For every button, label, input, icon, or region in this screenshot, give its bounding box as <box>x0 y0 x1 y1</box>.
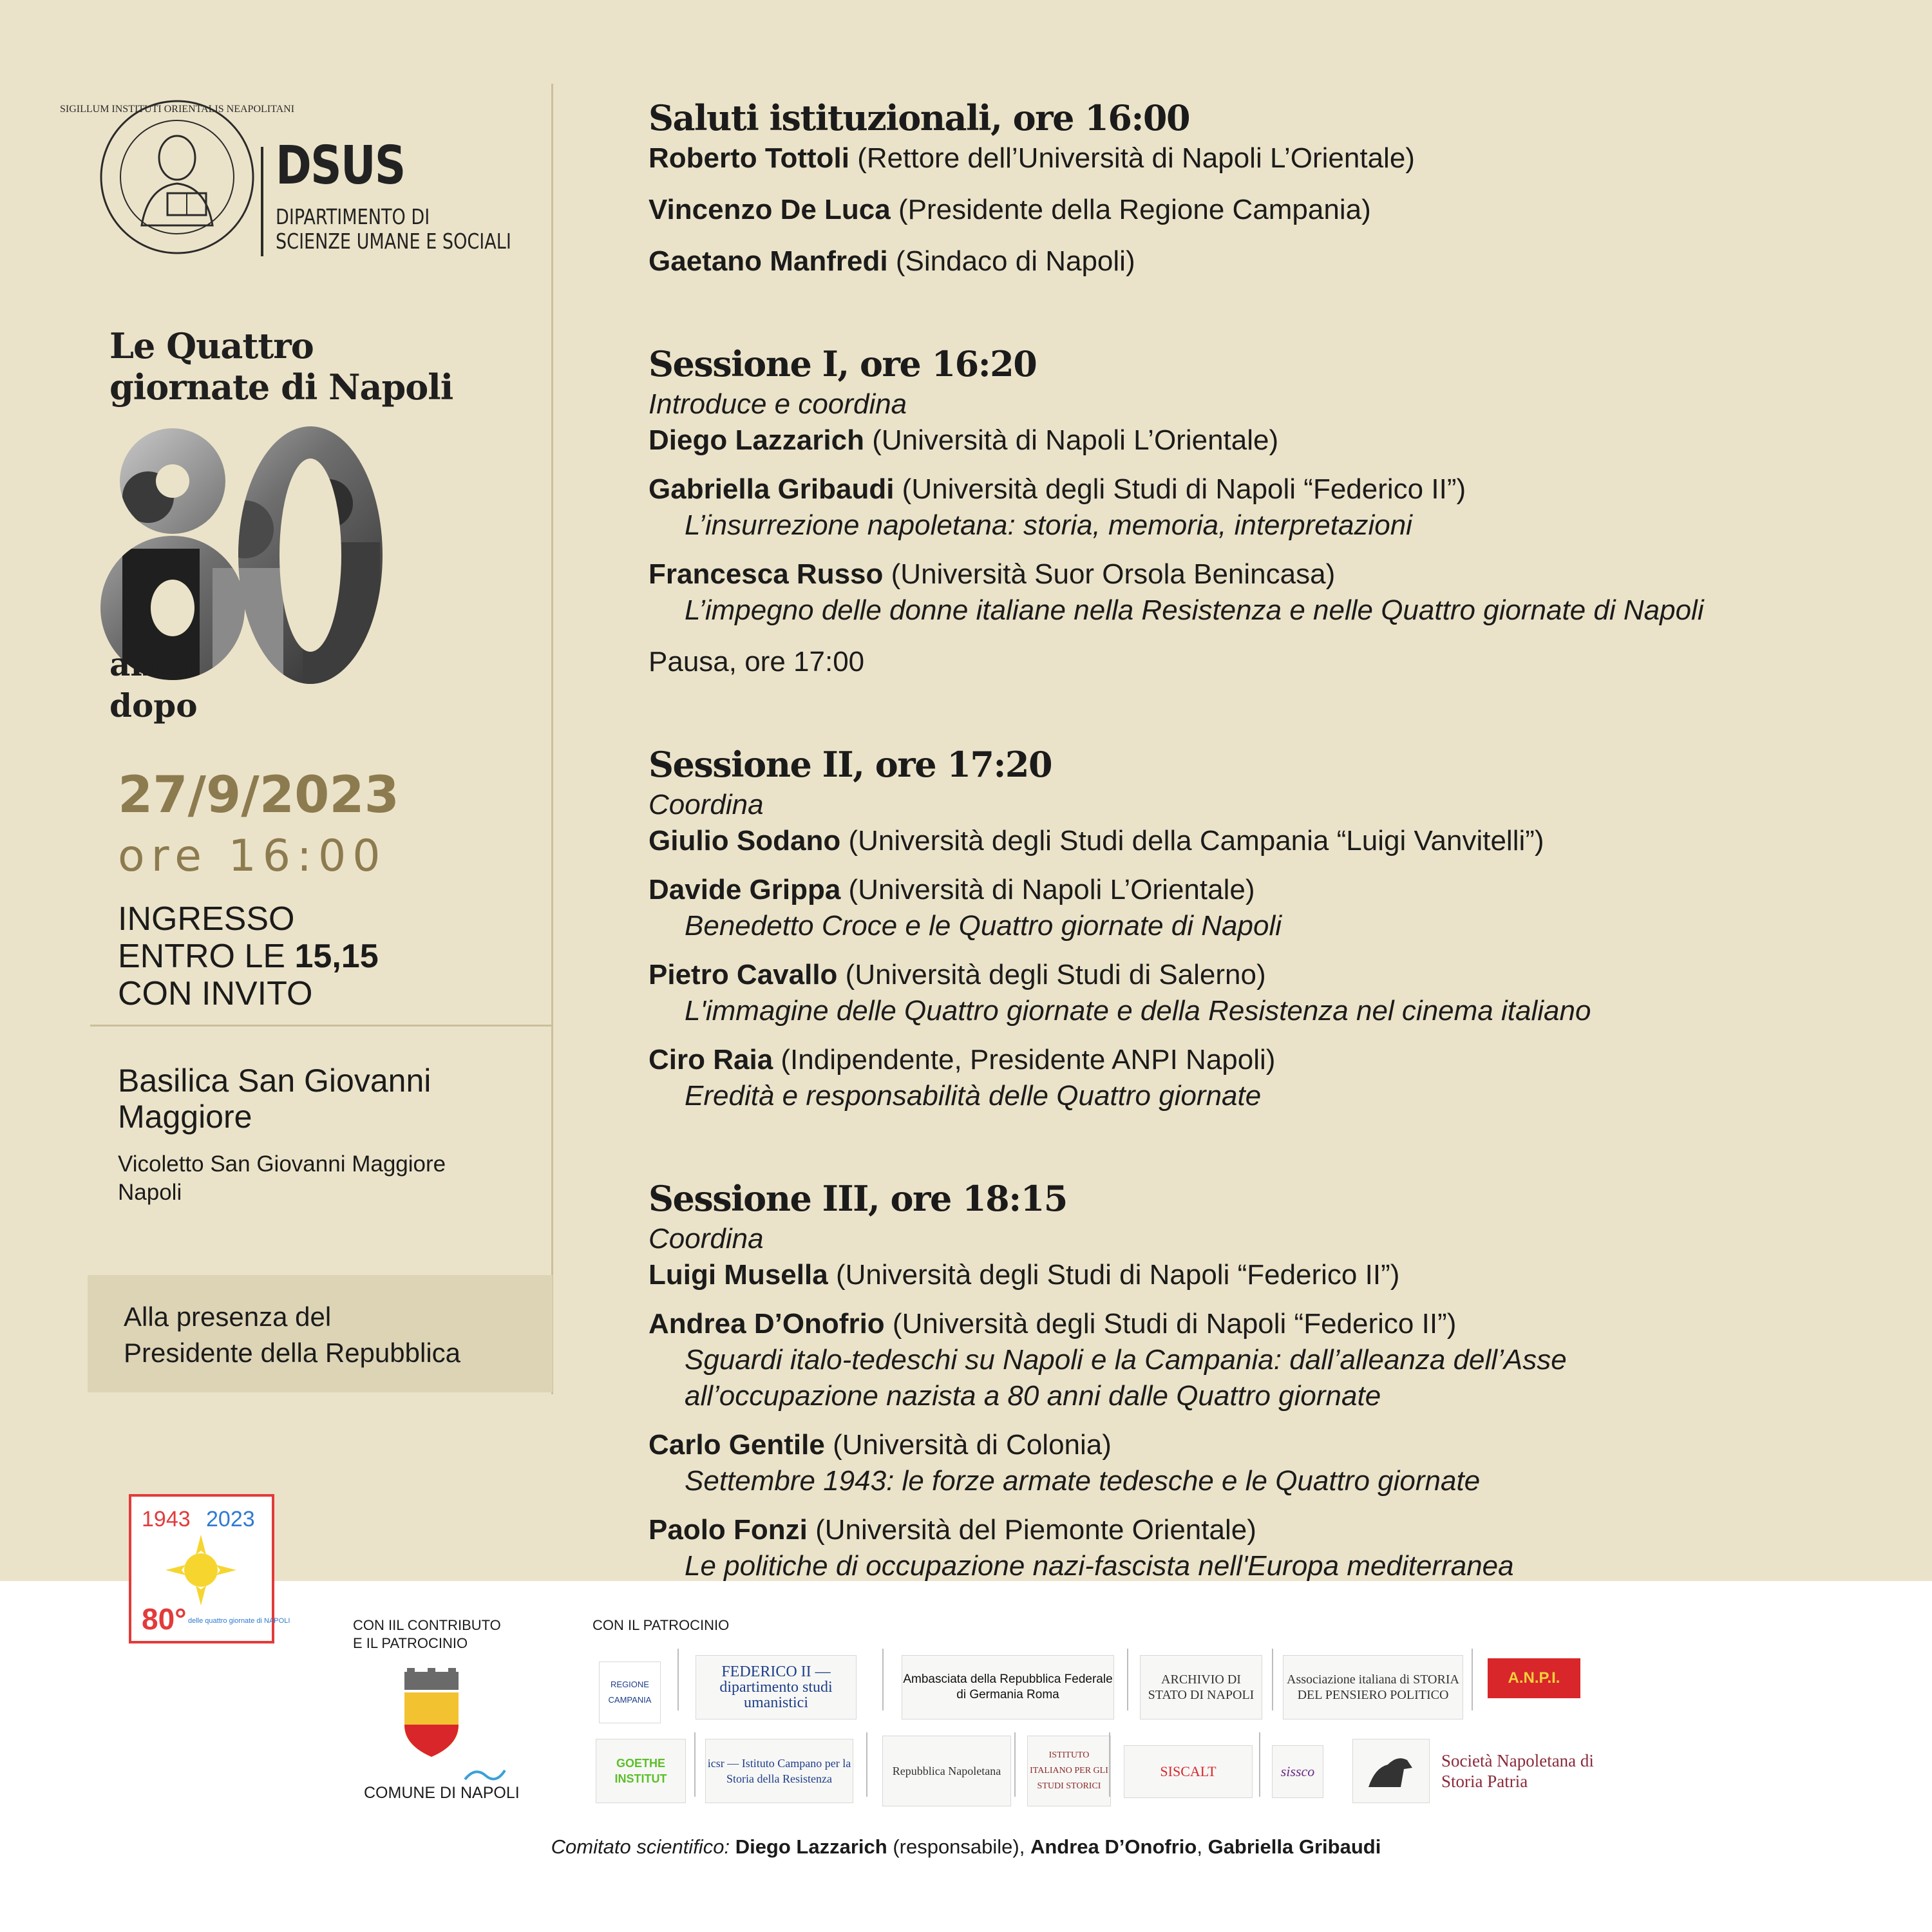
talk-title: L'immagine delle Quattro giornate e della Resistenza nel cinema italiano <box>685 995 1591 1027</box>
department-name-line2: SCIENZE UMANE E SOCIALI <box>276 229 511 254</box>
talk-title: Le politiche di occupazione nazi-fascista nell'Europa mediterranea <box>685 1550 1514 1582</box>
logo-anpi <box>1488 1658 1580 1698</box>
chair-label: Coordina <box>649 789 764 820</box>
presence-panel <box>88 1275 553 1392</box>
speaker-role: (Presidente della Regione Campania) <box>898 194 1371 225</box>
talk-speaker-row <box>649 1427 1872 1463</box>
event-title-line2: giornate di Napoli <box>109 366 453 408</box>
chair-row <box>649 1257 1872 1293</box>
talk-title: Eredità e responsabilità delle Quattro giornate <box>685 1080 1262 1112</box>
committee-chair: Diego Lazzarich <box>735 1835 887 1858</box>
horse-emblem-icon <box>1362 1748 1420 1794</box>
talk-speaker-row <box>649 556 1872 592</box>
program <box>649 95 1872 1584</box>
logo-label: A.N.P.I. <box>1508 1669 1560 1687</box>
speaker-name: Roberto Tottoli <box>649 142 849 174</box>
talk-title: L’insurrezione napoletana: storia, memoria, interpretazioni <box>685 509 1412 541</box>
presence-line1: Alla presenza del <box>124 1302 332 1332</box>
speaker-role: (Indipendente, Presidente ANPI Napoli) <box>781 1044 1276 1075</box>
contribution-label-line1: CON IIL CONTRIBUTO <box>353 1617 501 1633</box>
venue-address <box>118 1150 446 1207</box>
session3-heading: Sessione III, ore 18:15 <box>649 1178 1067 1219</box>
department-name <box>276 205 511 254</box>
column-divider <box>551 84 553 1394</box>
university-seal-icon <box>59 97 295 258</box>
entry-info <box>118 900 379 1012</box>
stamp-year-end: 2023 <box>206 1507 255 1531</box>
session1-heading: Sessione I, ore 16:20 <box>649 343 1037 384</box>
wave-icon <box>464 1761 506 1785</box>
stamp-year-start: 1943 <box>142 1507 191 1531</box>
logo-label: SISCALT <box>1160 1763 1217 1779</box>
speaker-role: (Università Suor Orsola Benincasa) <box>891 558 1336 590</box>
chair-label: Coordina <box>649 1223 764 1255</box>
committee-member: Gabriella Gribaudi <box>1208 1835 1381 1858</box>
chair-role: (Università di Napoli L’Orientale) <box>872 424 1279 456</box>
talk-speaker-row <box>649 1042 1872 1078</box>
logo-label: REGIONE CAMPANIA <box>608 1680 652 1705</box>
pause-time: Pausa, ore 17:00 <box>649 646 865 677</box>
talk-title: Sguardi italo-tedeschi su Napoli e la Campania: dall’alleanza dell’Asse <box>685 1344 1567 1376</box>
venue-line1: Basilica San Giovanni <box>118 1063 431 1099</box>
entry-time: 15,15 <box>294 938 379 975</box>
chair-row <box>649 823 1872 859</box>
chair-role: (Università degli Studi di Napoli “Federico II”) <box>835 1259 1400 1291</box>
entry-line2-prefix: ENTRO LE <box>118 938 295 975</box>
committee-separator: , <box>1197 1835 1202 1858</box>
event-subtitle <box>109 644 198 726</box>
contribution-label <box>353 1616 501 1653</box>
chair-name: Luigi Musella <box>649 1259 828 1291</box>
chair-name: Diego Lazzarich <box>649 424 864 456</box>
speaker-row <box>649 140 1872 176</box>
entry-line3: CON INVITO <box>118 975 313 1012</box>
talk-speaker-row <box>649 872 1872 908</box>
address-line1: Vicoletto San Giovanni Maggiore <box>118 1151 446 1177</box>
logo-sissco <box>1272 1745 1323 1798</box>
talk-speaker-row <box>649 471 1872 507</box>
speaker-name: Gabriella Gribaudi <box>649 473 895 505</box>
stamp-number: 80° <box>142 1602 187 1636</box>
speaker-name: Francesca Russo <box>649 558 884 590</box>
logo-istituto-studi-storici <box>1027 1736 1111 1806</box>
logo-label: ISTITUTO ITALIANO PER GLI STUDI STORICI <box>1030 1750 1108 1791</box>
logo-icsr <box>705 1739 853 1803</box>
committee-member: Andrea D’Onofrio <box>1030 1835 1197 1858</box>
talk-title-continued: all’occupazione nazista a 80 anni dalle Quattro giornate <box>685 1380 1381 1412</box>
event-time: ore 16:00 <box>118 831 387 882</box>
speaker-name: Gaetano Manfredi <box>649 245 888 277</box>
logo-repubblica-napoletana <box>882 1736 1011 1806</box>
address-line2: Napoli <box>118 1180 182 1205</box>
comune-crest-icon <box>399 1668 464 1758</box>
speaker-name: Andrea D’Onofrio <box>649 1308 885 1340</box>
contribution-label-line2: E IL PATROCINIO <box>353 1635 468 1651</box>
speaker-row <box>649 192 1872 228</box>
section-divider <box>90 1025 551 1027</box>
speaker-name: Carlo Gentile <box>649 1429 825 1461</box>
event-date: 27/9/2023 <box>118 766 399 824</box>
big-number: 80 <box>97 420 98 421</box>
logo-ambasciata-germania <box>902 1655 1114 1719</box>
entry-line1: INGRESSO <box>118 900 295 938</box>
scientific-committee <box>0 1835 1932 1859</box>
logo-label: icsr — Istituto Campano per la Storia della Resistenza <box>707 1757 851 1785</box>
snsp-name: Società Napoletana di Storia Patria <box>1441 1751 1594 1791</box>
speaker-role: (Università del Piemonte Orientale) <box>815 1514 1256 1546</box>
speaker-row <box>649 243 1872 279</box>
committee-label: Comitato scientifico: <box>551 1835 730 1858</box>
speaker-name: Ciro Raia <box>649 1044 773 1075</box>
speaker-name: Davide Grippa <box>649 874 841 905</box>
logo-federico-ii <box>696 1655 857 1719</box>
chair-label: Introduce e coordina <box>649 388 907 420</box>
seal-text: SIGILLUM INSTITUTI ORIENTALIS NEAPOLITANI <box>59 104 295 115</box>
talk-speaker-row <box>649 1512 1872 1548</box>
event-subtitle-line2: dopo <box>109 687 198 724</box>
session2-heading: Sessione II, ore 17:20 <box>649 744 1052 785</box>
talk-speaker-row <box>649 957 1872 993</box>
venue-name <box>118 1063 517 1135</box>
speaker-name: Pietro Cavallo <box>649 959 838 990</box>
comune-name: COMUNE DI NAPOLI <box>364 1784 520 1802</box>
speaker-role: (Sindaco di Napoli) <box>895 245 1135 277</box>
anniversary-stamp-logo <box>129 1494 290 1643</box>
event-subtitle-line1: anni <box>109 645 190 683</box>
speaker-role: (Università degli Studi di Salerno) <box>845 959 1266 990</box>
logo-aispp <box>1283 1655 1463 1719</box>
logo-regione-campania <box>599 1662 661 1723</box>
venue-line2: Maggiore <box>118 1099 252 1135</box>
logo-archivio-stato <box>1140 1655 1262 1719</box>
presence-line2: Presidente della Repubblica <box>124 1338 461 1368</box>
logo-snsp-emblem <box>1352 1739 1430 1803</box>
talk-speaker-row <box>649 1306 1872 1342</box>
speaker-role: (Università di Napoli L’Orientale) <box>848 874 1255 905</box>
stamp-text: delle quattro giornate di NAPOLI <box>188 1617 290 1625</box>
chair-row <box>649 422 1872 459</box>
chair-role: (Università degli Studi della Campania “Luigi Vanvitelli”) <box>848 825 1544 857</box>
speaker-role: (Rettore dell’Università di Napoli L’Orientale) <box>857 142 1415 174</box>
saluti-heading: Saluti istituzionali, ore 16:00 <box>649 97 1190 138</box>
speaker-role: (Università degli Studi di Napoli “Federico II”) <box>892 1308 1457 1340</box>
entry-line2 <box>118 938 379 975</box>
department-name-line1: DIPARTIMENTO DI <box>276 204 430 229</box>
speaker-name: Paolo Fonzi <box>649 1514 808 1546</box>
department-acronym: DSUS <box>276 135 405 196</box>
logo-separator <box>261 147 263 256</box>
logo-label: sissco <box>1280 1763 1315 1779</box>
logo-label: Repubblica Napoletana <box>892 1765 1001 1777</box>
logo-label: Associazione italiana di STORIA DEL PENSIERO POLITICO <box>1287 1672 1459 1702</box>
talk-title: L’impegno delle donne italiane nella Resistenza e nelle Quattro giornate di Napoli <box>685 594 1704 626</box>
speaker-role: (Università di Colonia) <box>833 1429 1112 1461</box>
chair-name: Giulio Sodano <box>649 825 841 857</box>
logo-siscalt <box>1124 1745 1253 1798</box>
patronage-label: CON IL PATROCINIO <box>592 1617 730 1633</box>
logo-label: FEDERICO II — dipartimento studi umanistici <box>719 1663 833 1711</box>
speaker-role: (Università degli Studi di Napoli “Federico II”) <box>902 473 1466 505</box>
committee-chair-note: (responsabile), <box>893 1835 1025 1858</box>
logo-label: ARCHIVIO DI STATO DI NAPOLI <box>1148 1672 1255 1702</box>
logo-goethe <box>596 1739 686 1803</box>
speaker-name: Vincenzo De Luca <box>649 194 891 225</box>
logo-label: GOETHE INSTITUT <box>614 1757 667 1785</box>
talk-title: Benedetto Croce e le Quattro giornate di Napoli <box>685 910 1282 942</box>
logo-label: Ambasciata della Repubblica Federale di Germania Roma <box>903 1672 1113 1701</box>
event-title <box>109 325 453 408</box>
talk-title: Settembre 1943: le forze armate tedesche e le Quattro giornate <box>685 1465 1481 1497</box>
event-title-line1: Le Quattro <box>109 325 314 366</box>
